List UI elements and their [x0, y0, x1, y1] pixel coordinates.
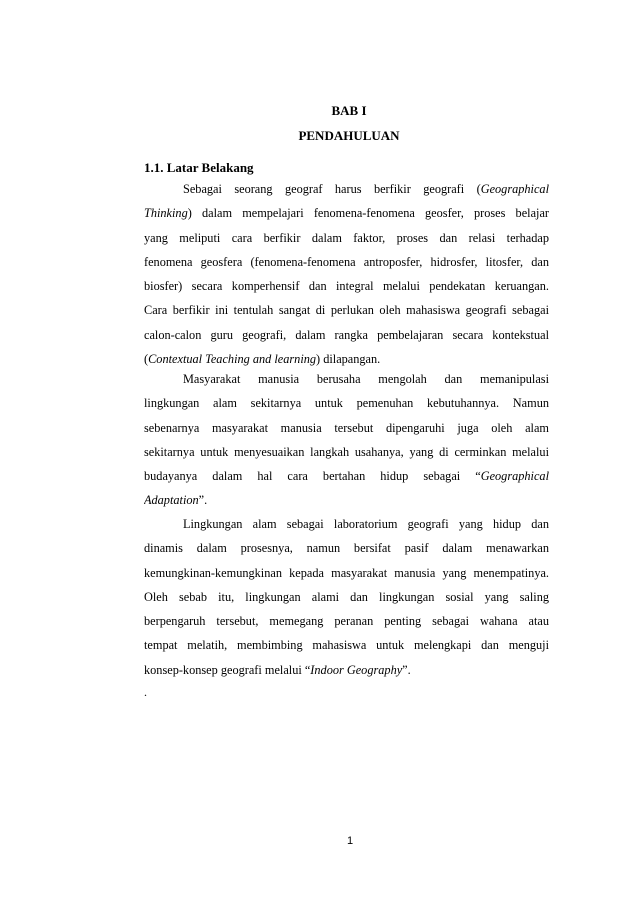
- text-run: (: [144, 352, 149, 367]
- paragraph-line: [144, 609, 549, 633]
- paragraph-2: [144, 367, 549, 513]
- text-run: biosfer) secara komperhensif dan integral melalui pendekatan keruangan.: [144, 279, 549, 294]
- text-run: berpengaruh tersebut, memegang peranan penting sebagai wahana atau: [144, 614, 549, 629]
- paragraph-line: [144, 250, 549, 274]
- text-run: ) dalam mempelajari fenomena-fenomena geosfer, proses belajar: [187, 206, 549, 221]
- paragraph-line: [144, 633, 549, 657]
- paragraph-line: [144, 536, 549, 560]
- italic-text: Thinking: [144, 206, 188, 221]
- paragraph-3: [144, 512, 549, 682]
- text-run: sekitarnya untuk menyesuaikan langkah usahanya, yang di cerminkan melalui: [144, 444, 549, 459]
- paragraph-line: [144, 226, 549, 250]
- paragraph-line: [144, 274, 549, 298]
- paragraph-line: [144, 177, 549, 201]
- paragraph-line: [144, 440, 549, 464]
- italic-text: Geographical: [480, 469, 549, 484]
- text-run: calon-calon guru geografi, dalam rangka pembelajaran secara kontekstual: [144, 327, 549, 342]
- paragraph-1: [144, 177, 549, 371]
- paragraph-line: [144, 323, 549, 347]
- text-run: dinamis dalam prosesnya, namun bersifat pasif dalam menawarkan: [144, 541, 549, 556]
- text-run: fenomena geosfera (fenomena-fenomena antroposfer, hidrosfer, litosfer, dan: [144, 254, 549, 269]
- italic-text: Adaptation: [144, 493, 199, 508]
- text-run: ”.: [198, 493, 208, 508]
- paragraph-line: [144, 561, 549, 585]
- paragraph-line: [144, 201, 549, 225]
- text-run: tempat melatih, membimbing mahasiswa untuk melengkapi dan menguji: [144, 638, 549, 653]
- text-run: yang meliputi cara berfikir dalam faktor, proses dan relasi terhadap: [144, 230, 549, 245]
- paragraph-line: [144, 488, 549, 512]
- paragraph-line: [144, 585, 549, 609]
- paragraph-line: [144, 658, 549, 682]
- section-heading: 1.1. Latar Belakang: [144, 160, 254, 175]
- text-run: sebenarnya masyarakat manusia tersebut dipengaruhi juga oleh alam: [144, 420, 549, 435]
- text-run: lingkungan alam sekitarnya untuk pemenuhan kebutuhannya. Namun: [144, 396, 549, 411]
- text-run: budayanya dalam hal cara bertahan hidup sebagai “: [144, 469, 481, 484]
- chapter-number: BAB I: [331, 103, 367, 118]
- text-run: Sebagai seorang geograf harus berfikir geografi (: [183, 182, 481, 196]
- text-run: ) dilapangan.: [316, 352, 381, 367]
- paragraph-line: [144, 464, 549, 488]
- italic-text: Indoor Geography: [310, 662, 403, 677]
- paragraph-line: [144, 298, 549, 322]
- text-run: Cara berfikir ini tentulah sangat di perlukan oleh mahasiswa geografi sebagai: [144, 303, 549, 318]
- paragraph-line: [144, 391, 549, 415]
- text-run: konsep-konsep geografi melalui “: [144, 662, 311, 677]
- italic-text: Contextual Teaching and learning: [148, 352, 317, 367]
- text-run: Oleh sebab itu, lingkungan alami dan lingkungan sosial yang saling: [144, 589, 549, 604]
- text-run: kemungkinan-kemungkinan kepada masyarakat manusia yang menempatinya.: [144, 565, 549, 580]
- text-run: ”.: [402, 662, 411, 677]
- trailing-mark: .: [144, 685, 147, 699]
- page-number: 1: [346, 835, 354, 847]
- paragraph-line: [144, 512, 549, 536]
- chapter-title: PENDAHULUAN: [298, 128, 400, 143]
- text-run: Lingkungan alam sebagai laboratorium geografi yang hidup dan: [183, 517, 549, 531]
- paragraph-line: [144, 367, 549, 391]
- paragraph-line: [144, 416, 549, 440]
- text-run: Masyarakat manusia berusaha mengolah dan memanipulasi: [183, 372, 549, 386]
- italic-text: Geographical: [480, 182, 549, 196]
